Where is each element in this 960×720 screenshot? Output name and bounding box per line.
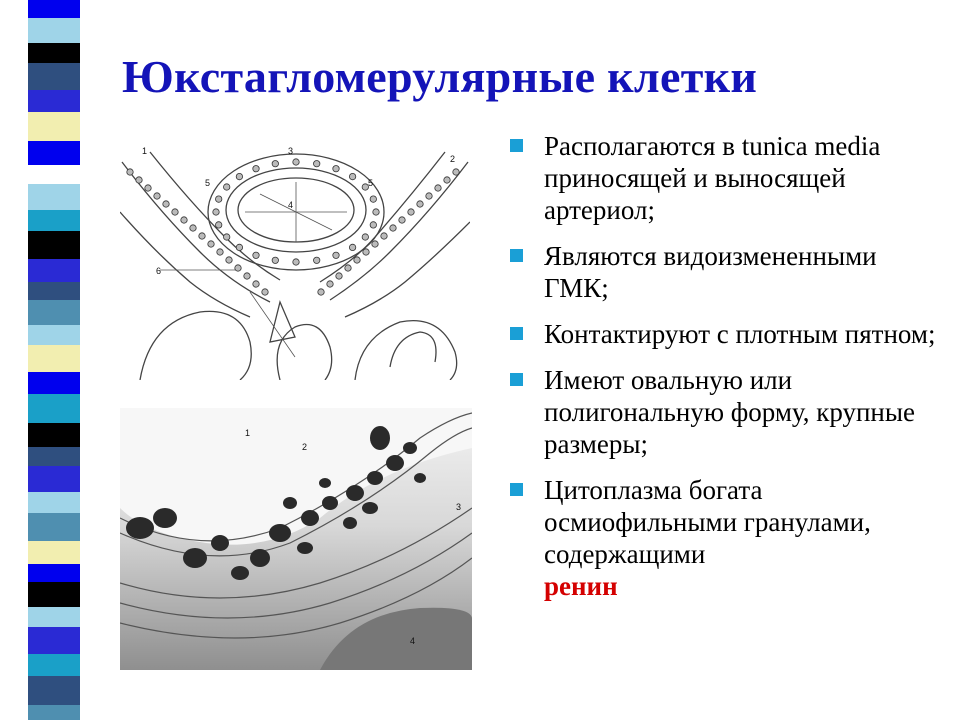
cell-nucleus xyxy=(199,233,205,239)
stripe-block xyxy=(28,210,80,231)
cell-nucleus xyxy=(208,241,214,247)
cell-nucleus xyxy=(235,265,241,271)
osmiophilic-granule xyxy=(370,426,390,450)
cell-nucleus xyxy=(253,281,259,287)
cell-nucleus xyxy=(314,257,320,263)
stripe-block xyxy=(28,654,80,676)
cell-nucleus xyxy=(226,257,232,263)
bullet-text: Контактируют с плотным пятном; xyxy=(544,319,936,349)
cell-nucleus xyxy=(172,209,178,215)
square-bullet-icon xyxy=(510,249,523,262)
stripe-block xyxy=(28,394,80,423)
figure-label: 3 xyxy=(456,502,462,512)
bullet-item xyxy=(508,318,948,350)
figure-label: 2 xyxy=(450,154,456,164)
osmiophilic-granule xyxy=(346,485,364,501)
cell-nucleus xyxy=(272,161,278,167)
osmiophilic-granule xyxy=(211,535,229,551)
electron-micrograph xyxy=(120,408,472,670)
bullet-item xyxy=(508,240,948,304)
cell-nucleus xyxy=(216,222,222,228)
decorative-stripe xyxy=(0,0,110,720)
stripe-block xyxy=(28,466,80,492)
cell-nucleus xyxy=(262,289,268,295)
stripe-block xyxy=(28,63,80,90)
cell-nucleus xyxy=(363,249,369,255)
figure-label: 6 xyxy=(156,266,162,276)
cell-nucleus xyxy=(372,241,378,247)
stripe-block xyxy=(28,325,80,345)
osmiophilic-granule xyxy=(386,455,404,471)
cell-nucleus xyxy=(213,209,219,215)
cell-nucleus xyxy=(216,196,222,202)
stripe-block xyxy=(28,423,80,447)
stripe-block xyxy=(28,607,80,627)
cell-nucleus xyxy=(435,185,441,191)
stripe-block xyxy=(28,705,80,720)
bullet-text: Имеют овальную или полигональную форму, крупные размеры; xyxy=(544,365,915,459)
bullet-item xyxy=(508,474,948,602)
slide-title: Юкстагломерулярные клетки xyxy=(122,51,758,102)
osmiophilic-granule xyxy=(250,549,270,567)
cell-nucleus xyxy=(272,257,278,263)
stripe-block xyxy=(28,231,80,259)
cell-nucleus xyxy=(236,173,242,179)
bullet-text: Располагаются в tunica media приносящей и выносящей артериол; xyxy=(544,131,881,225)
bullet-item xyxy=(508,364,948,460)
cell-nucleus xyxy=(417,201,423,207)
cell-nucleus xyxy=(370,196,376,202)
cell-nucleus xyxy=(190,225,196,231)
cell-nucleus xyxy=(318,289,324,295)
cell-nucleus xyxy=(362,234,368,240)
cell-nucleus xyxy=(399,217,405,223)
cell-nucleus xyxy=(444,177,450,183)
square-bullet-icon xyxy=(510,483,523,496)
cell-nucleus xyxy=(293,159,299,165)
cell-nucleus xyxy=(253,252,259,258)
osmiophilic-granule xyxy=(414,473,426,483)
osmiophilic-granule xyxy=(297,542,313,554)
stripe-block xyxy=(28,18,80,43)
bullet-item xyxy=(508,130,948,226)
stripe-block xyxy=(28,513,80,541)
renin-highlight: ренин xyxy=(544,571,618,601)
stripe-block xyxy=(28,184,80,210)
osmiophilic-granule xyxy=(126,517,154,539)
cell-nucleus xyxy=(224,184,230,190)
figure-label: 3 xyxy=(288,146,294,156)
stripe-block xyxy=(28,492,80,513)
cell-nucleus xyxy=(373,209,379,215)
bullet-list xyxy=(508,130,948,616)
figure-label: 4 xyxy=(288,200,294,210)
stripe-block xyxy=(28,112,80,141)
osmiophilic-granule xyxy=(301,510,319,526)
cell-nucleus xyxy=(154,193,160,199)
figure-label: 5 xyxy=(205,178,211,188)
stripe-block xyxy=(28,0,80,18)
cell-nucleus xyxy=(336,273,342,279)
stripe-block xyxy=(28,282,80,300)
osmiophilic-granule xyxy=(183,548,207,568)
osmiophilic-granule xyxy=(153,508,177,528)
cell-nucleus xyxy=(127,169,133,175)
osmiophilic-granule xyxy=(367,471,383,485)
cell-nucleus xyxy=(181,217,187,223)
figure-label: 1 xyxy=(142,146,148,156)
cell-nucleus xyxy=(349,173,355,179)
osmiophilic-granule xyxy=(322,496,338,510)
stripe-block xyxy=(28,676,80,705)
figure-label: 4 xyxy=(410,636,416,646)
stripe-block xyxy=(28,43,80,63)
cell-nucleus xyxy=(381,233,387,239)
square-bullet-icon xyxy=(510,327,523,340)
cell-nucleus xyxy=(145,185,151,191)
osmiophilic-granule xyxy=(343,517,357,529)
cell-nucleus xyxy=(314,161,320,167)
osmiophilic-granule xyxy=(403,442,417,454)
cell-nucleus xyxy=(293,259,299,265)
figure-label: 2 xyxy=(302,442,308,452)
stripe-block xyxy=(28,447,80,466)
osmiophilic-granule xyxy=(269,524,291,542)
figure-label: 5 xyxy=(368,178,374,188)
cell-nucleus xyxy=(327,281,333,287)
cell-nucleus xyxy=(354,257,360,263)
stripe-block xyxy=(28,541,80,564)
bullet-text: Являются видоизмененными ГМК; xyxy=(544,241,877,303)
osmiophilic-granule xyxy=(362,502,378,514)
cell-nucleus xyxy=(349,244,355,250)
cell-nucleus xyxy=(370,222,376,228)
osmiophilic-granule xyxy=(319,478,331,488)
cell-nucleus xyxy=(390,225,396,231)
osmiophilic-granule xyxy=(283,497,297,509)
figure-label: 1 xyxy=(245,428,251,438)
osmiophilic-granule xyxy=(231,566,249,580)
stripe-block xyxy=(28,259,80,282)
juxtaglomerular-diagram xyxy=(120,142,470,380)
stripe-block xyxy=(28,345,80,372)
square-bullet-icon xyxy=(510,373,523,386)
cell-nucleus xyxy=(244,273,250,279)
bullet-text: Цитоплазма богата осмиофильными гранулами, содержащими xyxy=(544,475,871,569)
stripe-block xyxy=(28,300,80,325)
stripe-block xyxy=(28,564,80,582)
cell-nucleus xyxy=(236,244,242,250)
stripe-block xyxy=(28,372,80,394)
cell-nucleus xyxy=(345,265,351,271)
stripe-block xyxy=(28,627,80,654)
cell-nucleus xyxy=(408,209,414,215)
cell-nucleus xyxy=(453,169,459,175)
cell-nucleus xyxy=(217,249,223,255)
stripe-block xyxy=(28,165,80,184)
cell-nucleus xyxy=(224,234,230,240)
cell-nucleus xyxy=(333,166,339,172)
cell-nucleus xyxy=(253,166,259,172)
stripe-block xyxy=(28,90,80,112)
cell-nucleus xyxy=(163,201,169,207)
cell-nucleus xyxy=(426,193,432,199)
cell-nucleus xyxy=(136,177,142,183)
stripe-block xyxy=(28,141,80,165)
square-bullet-icon xyxy=(510,139,523,152)
cell-nucleus xyxy=(333,252,339,258)
stripe-block xyxy=(28,582,80,607)
